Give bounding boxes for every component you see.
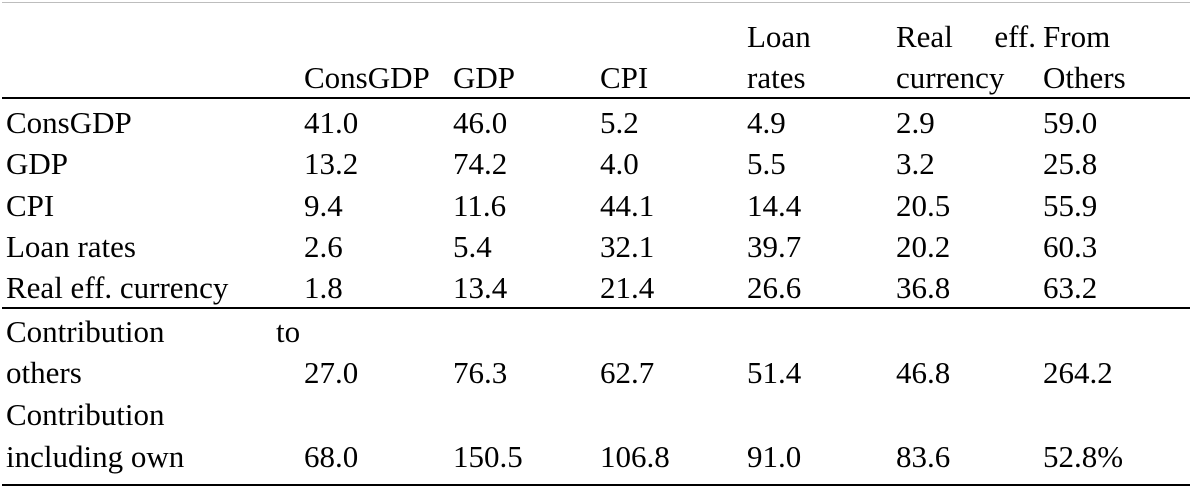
col-header-real-eff-currency-line2: currency [896,60,1005,95]
table-top-rule [2,2,1190,3]
summary-label-line1: Contribution [6,397,165,432]
table-cell: 51.4 [747,355,802,390]
table-cell: 32.1 [600,229,655,264]
row-label: Loan rates [6,229,136,264]
row-label: GDP [6,146,69,181]
table-cell: 150.5 [453,439,523,474]
table-cell: 264.2 [1043,355,1113,390]
col-header-from-others-line1: From [1043,19,1111,54]
table-cell: 83.6 [896,439,951,474]
table-cell: 25.8 [1043,146,1098,181]
table-cell: 60.3 [1043,229,1098,264]
col-header-consgdp: ConsGDP [304,60,430,95]
table-cell: 5.4 [453,229,492,264]
col-header-from-others-line2: Others [1043,60,1126,95]
table-cell: 52.8% [1043,439,1124,474]
col-header-real-word: Real [896,19,953,54]
table-cell: 3.2 [896,146,935,181]
table-cell: 11.6 [453,188,507,223]
summary-label-line2: including own [6,439,185,474]
summary-label-word3: others [6,355,82,390]
col-header-real-eff-currency [896,16,1036,98]
table-cell: 1.8 [304,270,343,305]
table-cell: 63.2 [1043,270,1098,305]
table-cell: 4.9 [747,105,786,140]
col-header-loan-rates-line2: rates [747,60,806,95]
table-cell: 5.5 [747,146,786,181]
table-cell: 44.1 [600,188,655,223]
col-header-loan-rates-line1: Loan [747,19,811,54]
table-cell: 20.5 [896,188,951,223]
row-label: CPI [6,188,55,223]
col-header-loan-rates [747,16,811,98]
table-cell: 59.0 [1043,105,1098,140]
table-cell: 74.2 [453,146,508,181]
table-cell: 76.3 [453,355,508,390]
col-header-from-others [1043,16,1126,98]
table-cell: 36.8 [896,270,951,305]
col-header-real-eff-currency-line1 [896,16,1036,57]
table-cell: 41.0 [304,105,359,140]
table-cell: 9.4 [304,188,343,223]
table-cell: 106.8 [600,439,670,474]
table-cell: 4.0 [600,146,639,181]
table-cell: 21.4 [600,270,655,305]
row-label: ConsGDP [6,105,132,140]
table-cell: 68.0 [304,439,359,474]
table-cell: 13.2 [304,146,359,181]
table-cell: 14.4 [747,188,802,223]
table-summary-rule [2,307,1190,309]
table-cell: 5.2 [600,105,639,140]
col-header-eff-word: eff. [994,19,1036,54]
table-cell: 46.8 [896,355,951,390]
table-cell: 2.9 [896,105,935,140]
table-cell: 91.0 [747,439,802,474]
table-cell: 26.6 [747,270,802,305]
table-cell: 13.4 [453,270,508,305]
table-cell: 46.0 [453,105,508,140]
summary-label-word1: Contribution [6,314,165,349]
table-cell: 62.7 [600,355,655,390]
table-header-rule [2,97,1190,99]
col-header-cpi: CPI [600,60,649,95]
summary-label-word2: to [276,314,301,349]
table-cell: 39.7 [747,229,802,264]
col-header-gdp: GDP [453,60,516,95]
table-bottom-rule [2,484,1190,486]
row-label: Real eff. currency [6,270,229,305]
table-cell: 20.2 [896,229,951,264]
table-cell: 55.9 [1043,188,1098,223]
table-cell: 27.0 [304,355,359,390]
table-cell: 2.6 [304,229,343,264]
